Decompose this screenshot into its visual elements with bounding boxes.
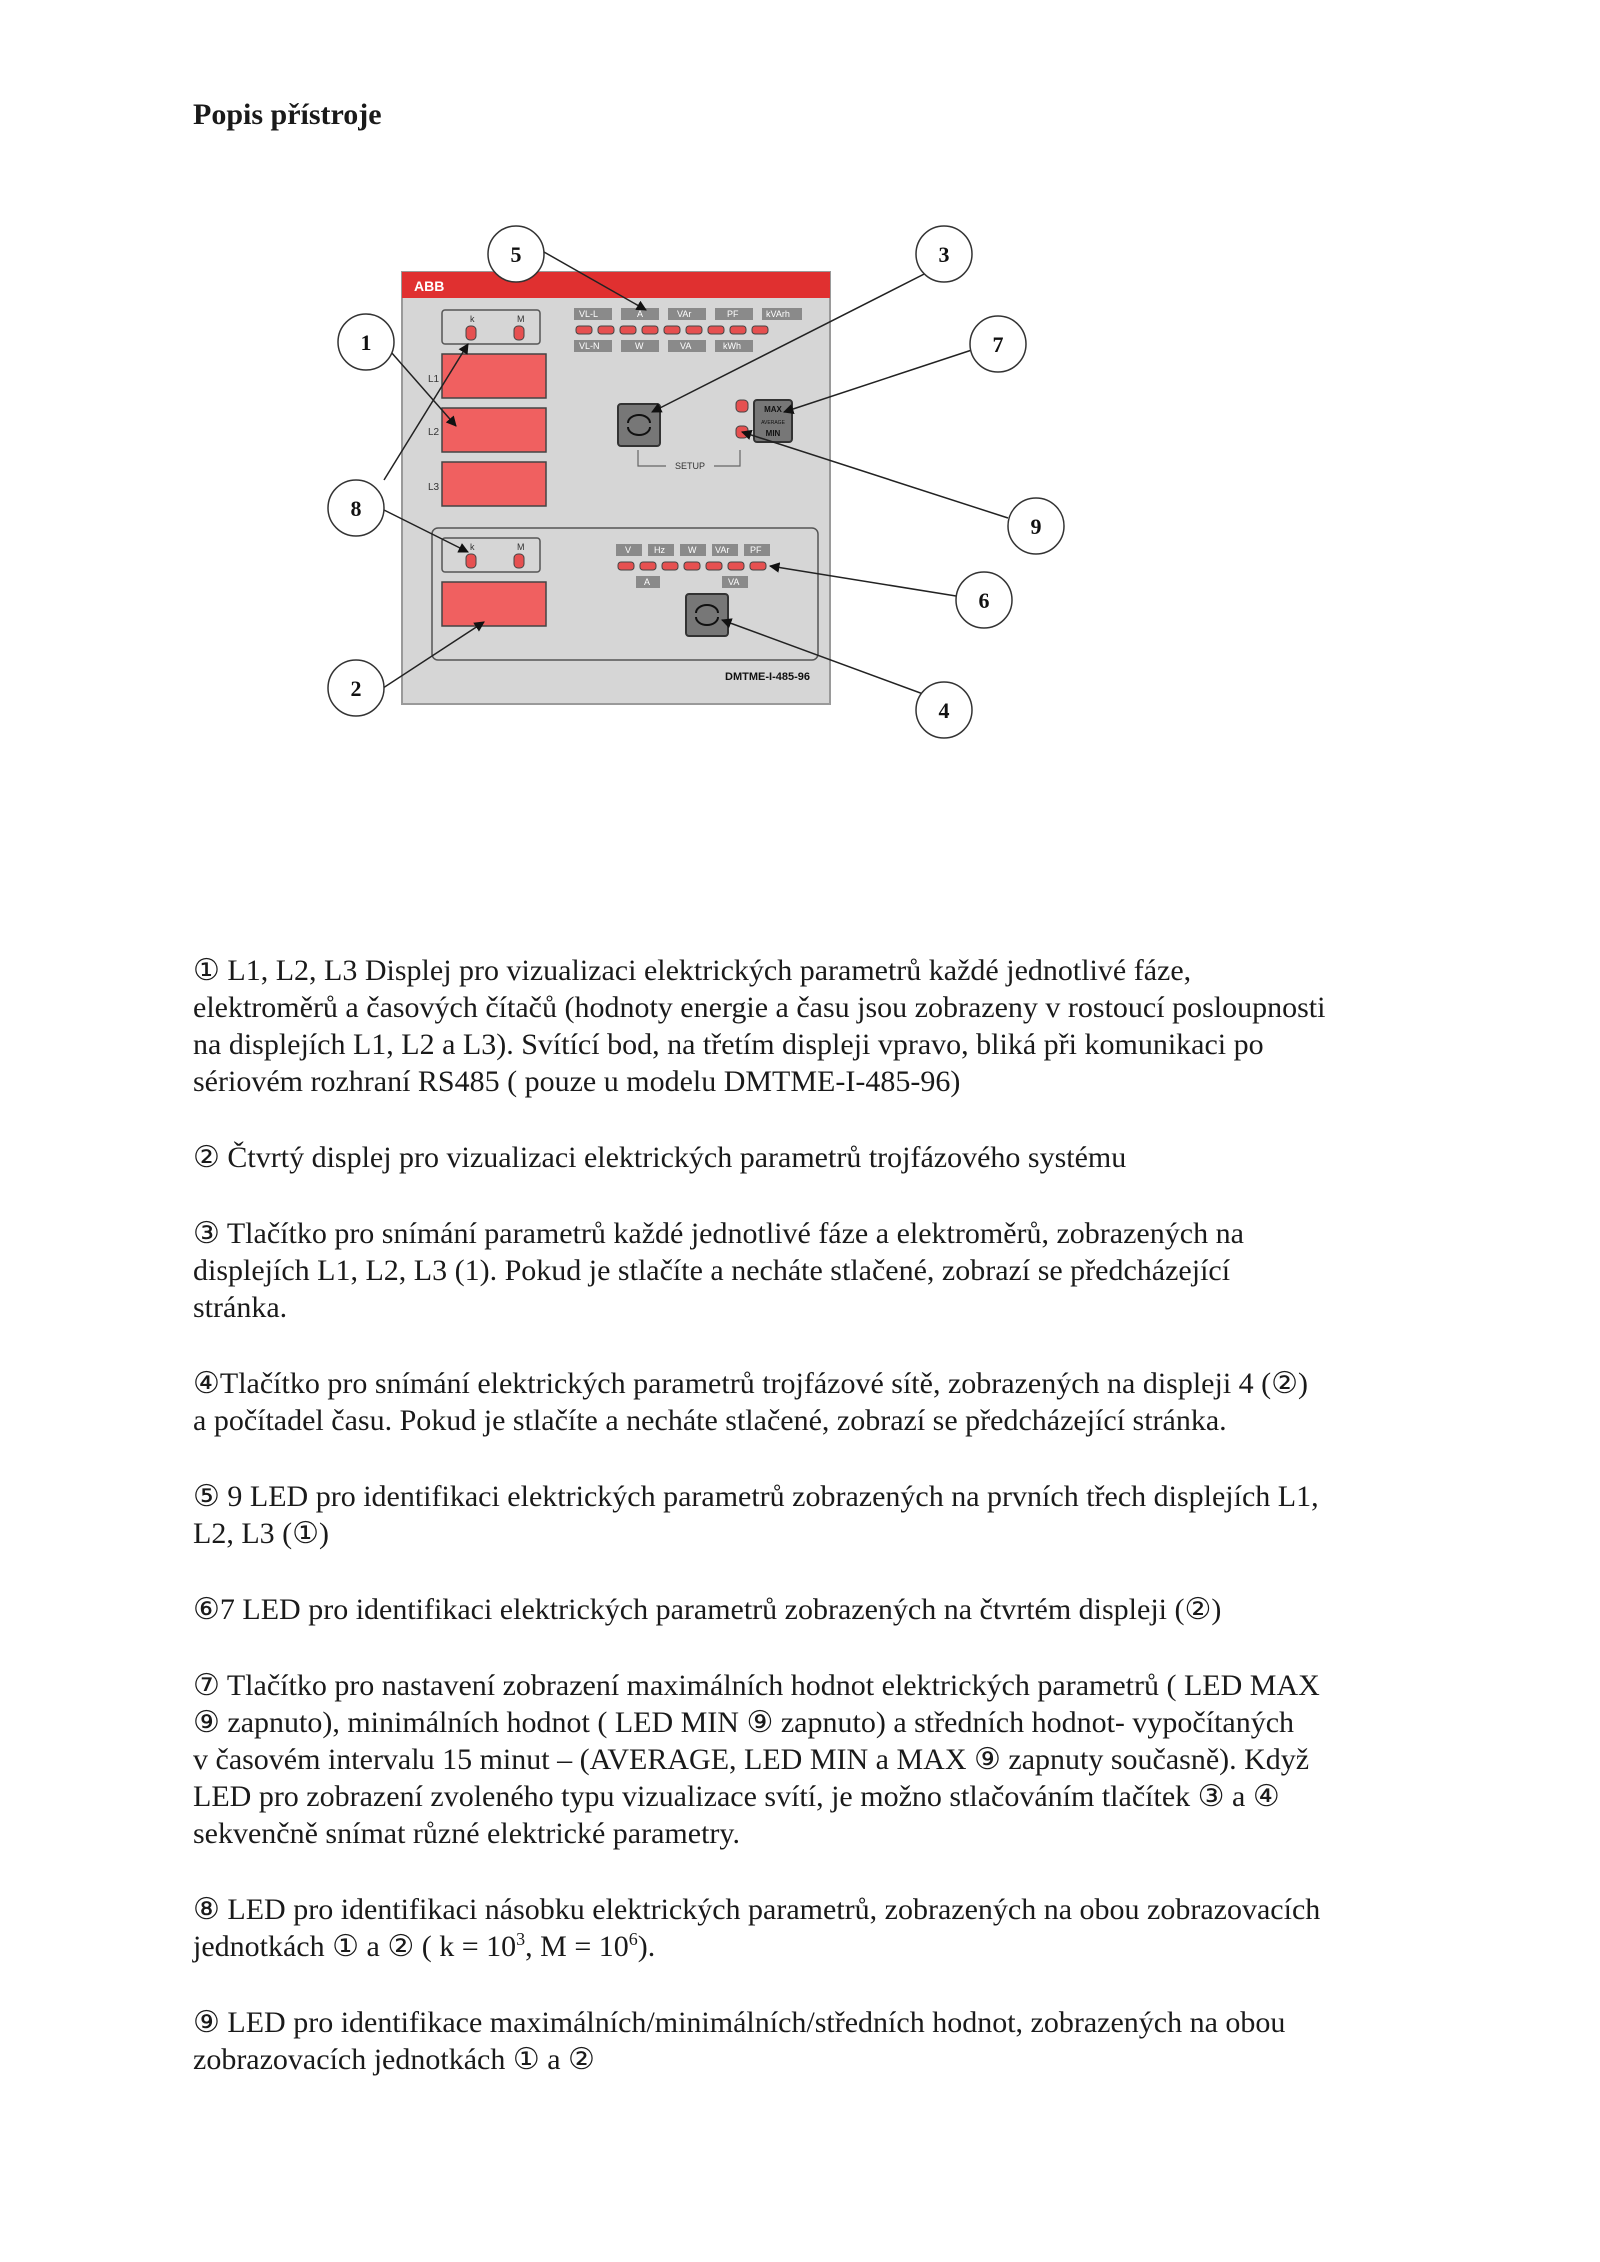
text-line [193,1928,1453,1965]
paragraph-8 [193,1891,1453,1965]
button-max-label: MAX [764,405,782,414]
multiplier-k-led [466,326,476,340]
setup-label: SETUP [674,461,706,471]
callout-3: 3 [938,242,950,267]
display-l3 [442,462,546,506]
callout-5: 5 [510,242,522,267]
text-line: LED pro zobrazení zvoleného typu vizualizace svítí, je možno stlačováním tlačítek ③ a ④ [193,1780,1280,1813]
multiplier-k-label-bottom: k [470,542,475,552]
top-led-label-vln: VL-N [579,341,600,351]
text-line: displejích L1, L2, L3 (1). Pokud je stlačíte a necháte stlačené, zobrazí se předcházející [193,1254,1231,1287]
text-fragment: ). [637,1930,656,1963]
display-4 [442,582,546,626]
callout-8: 8 [350,496,362,521]
text-fragment: , M = 10 [525,1930,629,1963]
paragraph-1 [193,952,1453,1100]
text-line: ⑥7 LED pro identifikaci elektrických parametrů zobrazených na čtvrtém displeji (②) [193,1593,1222,1626]
bottom-led-label-hz: Hz [654,545,665,555]
text-line: zobrazovacích jednotkách ① a ② [193,2043,595,2076]
top-led-label-w: W [635,341,644,351]
callout-2: 2 [350,676,362,701]
text-line: ③ Tlačítko pro snímání parametrů každé jednotlivé fáze a elektroměrů, zobrazených na [193,1217,1244,1250]
page-title: Popis přístroje [193,98,382,131]
text-line: ② Čtvrtý displej pro vizualizaci elektrických parametrů trojfázového systému [193,1141,1127,1174]
max-led [736,400,748,412]
button-min-label: MIN [765,429,781,438]
top-led-label-var: VAr [677,309,692,319]
top-led-indicators [576,326,768,334]
text-line: na displejích L1, L2 a L3). Svítící bod, na třetím displeji vpravo, bliká při komunikaci po [193,1028,1264,1061]
callout-6: 6 [978,588,990,613]
text-line: ⑦ Tlačítko pro nastavení zobrazení maximálních hodnot elektrických parametrů ( LED MAX [193,1669,1320,1702]
multiplier-m-label-bottom: M [517,542,525,552]
device-diagram [170,210,1090,770]
paragraph-9 [193,2004,1453,2078]
model-label: DMTME-I-485-96 [725,671,810,683]
top-led-row1 [574,308,802,320]
bottom-led-label-var: VAr [715,545,730,555]
text-line: sekvenčně snímat různé elektrické parametry. [193,1817,740,1850]
phase-label-l1: L1 [428,374,440,385]
callout-7: 7 [992,332,1004,357]
top-led-label-a: A [637,309,644,319]
bottom-led-label-a: A [644,577,651,587]
text-line: v časovém intervalu 15 minut – (AVERAGE, LED MIN a MAX ⑨ zapnuty současně). Když [193,1743,1310,1776]
text-line: sériovém rozhraní RS485 ( pouze u modelu DMTME-I-485-96) [193,1065,961,1098]
exponent: 6 [628,1929,638,1949]
text-line: ⑤ 9 LED pro identifikaci elektrických parametrů zobrazených na prvních třech displejích L1, [193,1480,1319,1513]
brand-logo: ABB [414,278,445,294]
text-line: ⑨ LED pro identifikace maximálních/minimálních/středních hodnot, zobrazených na obou [193,2006,1286,2039]
top-led-label-kwh: kWh [723,341,741,351]
paragraph-5 [193,1478,1453,1552]
paragraph-4 [193,1365,1453,1439]
paragraph-2 [193,1139,1453,1176]
callout-1: 1 [360,330,372,355]
multiplier-k-label: k [470,314,475,324]
phase-label-l2: L2 [428,427,440,438]
bottom-led-label-v: V [625,545,632,555]
multiplier-m-label: M [517,314,525,324]
text-line: a počítadel času. Pokud je stlačíte a necháte stlačené, zobrazí se předcházející stránka. [193,1404,1227,1437]
top-led-label-vll: VL-L [579,309,599,319]
top-led-label-va: VA [680,341,692,351]
multiplier-k-led-bottom [466,554,476,568]
top-led-label-pf: PF [727,309,739,319]
paragraph-7 [193,1667,1453,1852]
callout-9: 9 [1030,514,1042,539]
device-header-bar [402,272,830,298]
text-line: ④Tlačítko pro snímání elektrických parametrů trojfázové sítě, zobrazených na displeji 4 (②) [193,1367,1309,1400]
paragraph-3 [193,1215,1453,1326]
description-text [193,952,1453,2117]
bottom-led-label-pf: PF [750,545,762,555]
text-line: stránka. [193,1291,288,1324]
phase-label-l3: L3 [428,482,440,493]
scroll-button-system[interactable] [686,594,728,636]
callout-4: 4 [938,698,950,723]
bottom-led-row1 [616,544,770,556]
text-line: L2, L3 (①) [193,1517,330,1550]
text-line: ① L1, L2, L3 Displej pro vizualizaci elektrických parametrů každé jednotlivé fáze, [193,954,1192,987]
text-line: ⑨ zapnuto), minimálních hodnot ( LED MIN ⑨ zapnuto) a středních hodnot- vypočítaných [193,1706,1295,1739]
button-avg-label: AVERAGE [761,420,785,426]
paragraph-6 [193,1591,1453,1628]
bottom-led-label-w: W [688,545,697,555]
display-l2 [442,408,546,452]
text-line: ⑧ LED pro identifikaci násobku elektrických parametrů, zobrazených na obou zobrazovacích [193,1893,1321,1926]
text-line: elektroměrů a časových čítačů (hodnoty energie a času jsou zobrazeny v rostoucí posloupnosti [193,991,1326,1024]
bottom-led-label-va: VA [728,577,740,587]
multiplier-m-led [514,326,524,340]
multiplier-m-led-bottom [514,554,524,568]
top-led-label-kvarh: kVArh [766,309,790,319]
bottom-led-indicators [618,562,766,570]
exponent: 3 [516,1929,526,1949]
text-fragment: jednotkách ① a ② ( k = 10 [193,1930,517,1963]
